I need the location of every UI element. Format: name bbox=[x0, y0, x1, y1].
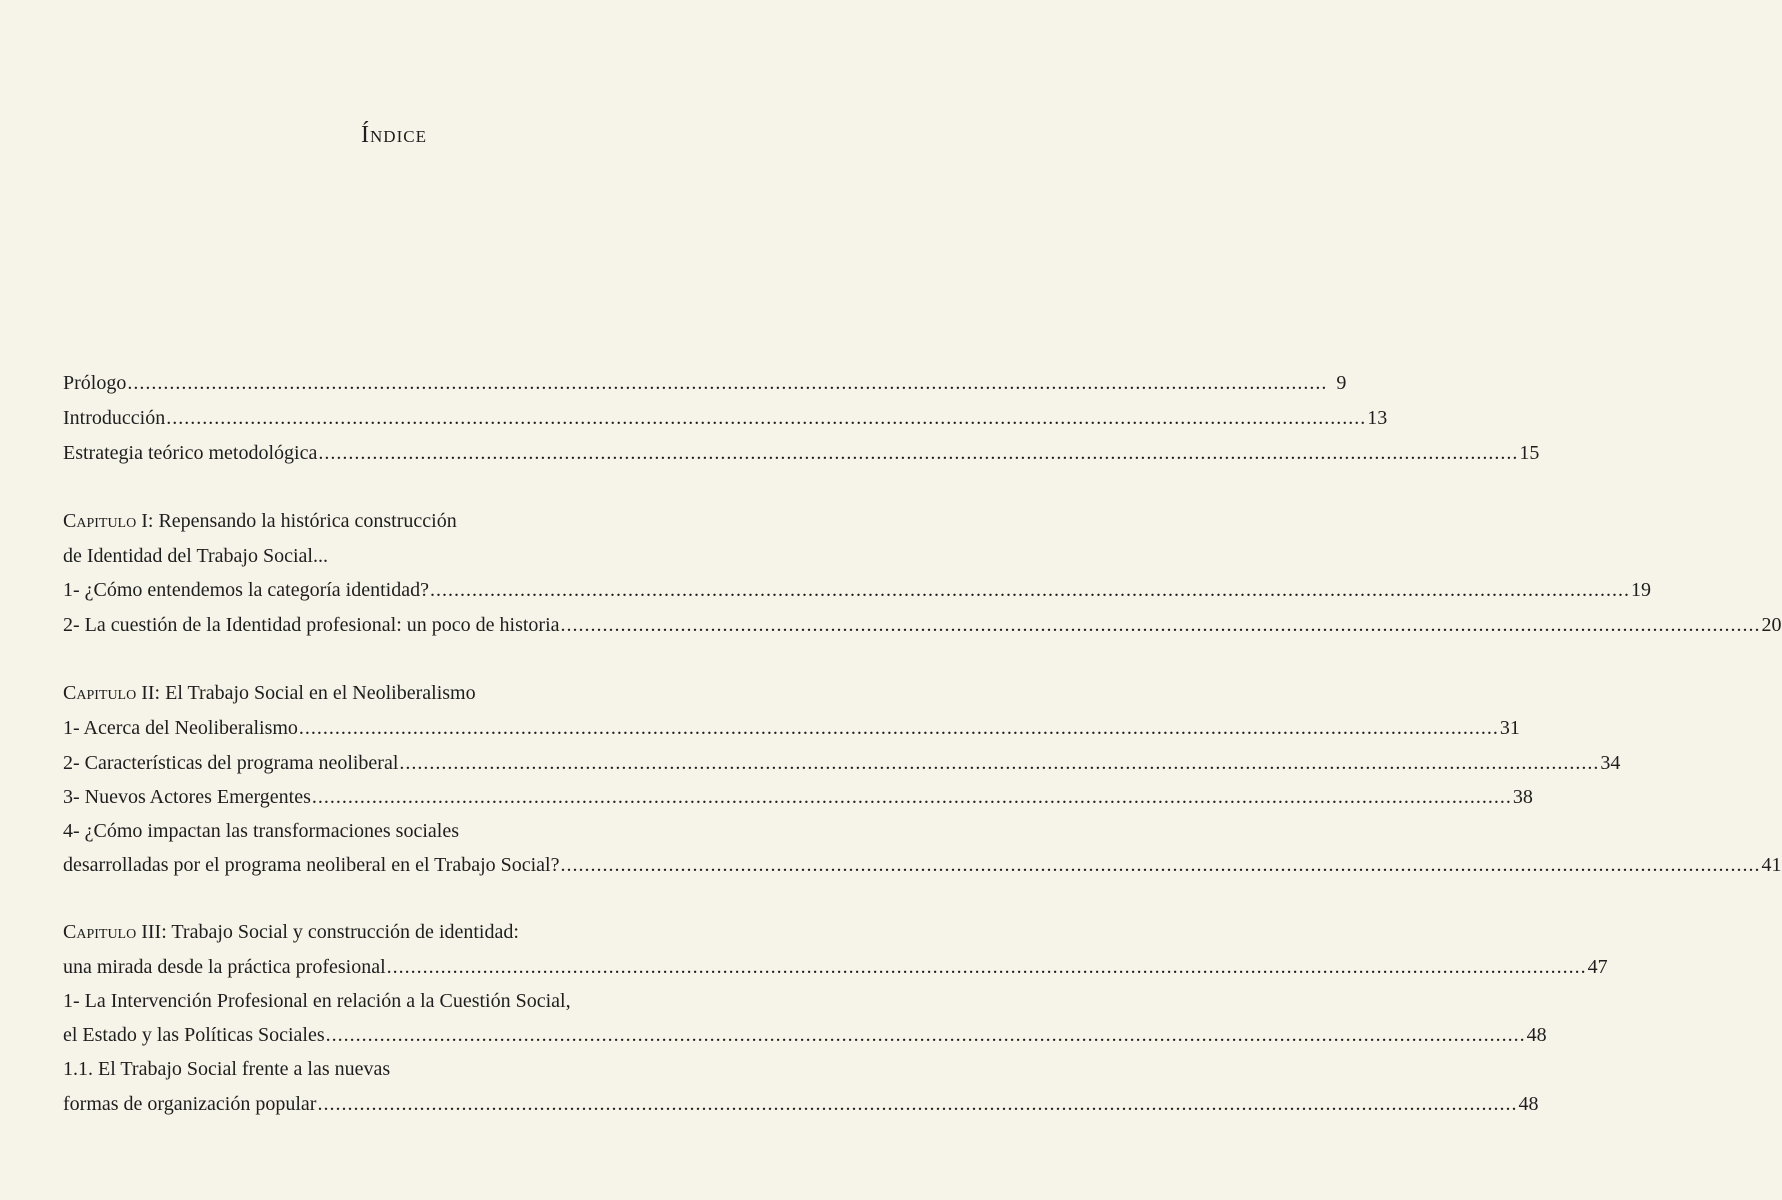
toc-entry-text: 1- Acerca del Neoliberalismo bbox=[63, 717, 298, 739]
toc-entry-text: Estrategia teórico metodológica bbox=[63, 442, 318, 464]
chapter-label: Capitulo III bbox=[63, 921, 162, 943]
toc-page-number: 48 bbox=[1526, 1024, 1547, 1046]
toc-entry-estrategia bbox=[63, 438, 1540, 468]
toc-page-number: 9 bbox=[1336, 372, 1347, 394]
toc-page-number: 38 bbox=[1512, 786, 1533, 808]
dot-leader: ........................................................................................................................................................................................................ bbox=[127, 372, 1328, 394]
dot-leader: ........................................................................................................................................................................................................ bbox=[325, 1024, 1526, 1046]
toc-page-number: 31 bbox=[1499, 717, 1520, 739]
toc-entry-text: 4- ¿Cómo impactan las transformaciones sociales bbox=[63, 820, 459, 842]
chapter-title: : El Trabajo Social en el Neoliberalismo bbox=[154, 682, 476, 704]
toc-entry bbox=[63, 713, 1520, 743]
toc-entry-text: 2- Características del programa neoliberal bbox=[63, 752, 399, 774]
toc-entry bbox=[63, 748, 1621, 778]
toc-entry-text: el Estado y las Políticas Sociales bbox=[63, 1024, 325, 1046]
toc-entry-text: Introducción bbox=[63, 407, 166, 429]
toc-entry bbox=[63, 952, 1608, 982]
toc-entry-text: una mirada desde la práctica profesional bbox=[63, 956, 386, 978]
dot-leader: ........................................................................................................................................................................................................ bbox=[429, 579, 1630, 601]
toc-entry-continued bbox=[63, 1020, 1547, 1050]
toc-entry bbox=[63, 782, 1533, 812]
toc-page-number: 41 bbox=[1761, 854, 1782, 876]
toc-entry bbox=[63, 1054, 708, 1084]
dot-leader: ........................................................................................................................................................................................................ bbox=[386, 956, 1587, 978]
toc-entry-text: 1- ¿Cómo entendemos la categoría identidad? bbox=[63, 579, 429, 601]
chapter-heading bbox=[63, 917, 708, 947]
toc-entry bbox=[63, 986, 708, 1016]
chapter-title: : Repensando la histórica construcción bbox=[147, 510, 457, 532]
toc-entry-text: 1.1. El Trabajo Social frente a las nuevas bbox=[63, 1058, 391, 1080]
chapter-heading-continued bbox=[63, 541, 708, 571]
dot-leader: ........................................................................................................................................................................................................ bbox=[311, 786, 1512, 808]
toc-entry-continued bbox=[63, 1089, 1539, 1119]
chapter-heading bbox=[63, 678, 708, 708]
dot-leader: ........................................................................................................................................................................................................ bbox=[298, 717, 1499, 739]
toc-entry-text: desarrolladas por el programa neoliberal en el Trabajo Social? bbox=[63, 854, 560, 876]
chapter-title: de Identidad del Trabajo Social... bbox=[63, 545, 328, 567]
toc-entry-text: 3- Nuevos Actores Emergentes bbox=[63, 786, 311, 808]
toc-entry-prologo bbox=[63, 368, 1347, 398]
toc-entry-introduccion bbox=[63, 403, 1388, 433]
dot-leader: ........................................................................................................................................................................................................ bbox=[318, 442, 1519, 464]
chapter-heading bbox=[63, 506, 708, 536]
toc-entry-text: Prólogo bbox=[63, 372, 127, 394]
chapter-label: Capitulo I bbox=[63, 510, 148, 532]
toc-entry-text: 2- La cuestión de la Identidad profesional: un poco de historia bbox=[63, 614, 560, 636]
toc-entry-text: 1- La Intervención Profesional en relación a la Cuestión Social, bbox=[63, 990, 571, 1012]
toc-entry bbox=[63, 816, 708, 846]
dot-leader: ........................................................................................................................................................................................................ bbox=[166, 407, 1367, 429]
toc-page-number: 19 bbox=[1630, 579, 1651, 601]
page-title: Índice bbox=[361, 122, 427, 148]
chapter-label: Capitulo II bbox=[63, 682, 155, 704]
toc-entry-text: formas de organización popular bbox=[63, 1093, 317, 1115]
toc-entry bbox=[63, 610, 1782, 640]
dot-leader: ........................................................................................................................................................................................................ bbox=[560, 854, 1761, 876]
dot-leader: ........................................................................................................................................................................................................ bbox=[560, 614, 1761, 636]
toc-page-number: 47 bbox=[1587, 956, 1608, 978]
chapter-title: : Trabajo Social y construcción de identidad: bbox=[161, 921, 519, 943]
toc-page-number: 15 bbox=[1519, 442, 1540, 464]
toc-page-number: 20 bbox=[1761, 614, 1782, 636]
dot-leader: ........................................................................................................................................................................................................ bbox=[317, 1093, 1518, 1115]
dot-leader: ........................................................................................................................................................................................................ bbox=[399, 752, 1600, 774]
toc-page-number: 48 bbox=[1518, 1093, 1539, 1115]
toc-entry bbox=[63, 575, 1651, 605]
toc-page-number: 34 bbox=[1600, 752, 1621, 774]
toc-page-number: 13 bbox=[1367, 407, 1388, 429]
toc-entry-continued bbox=[63, 850, 1782, 880]
